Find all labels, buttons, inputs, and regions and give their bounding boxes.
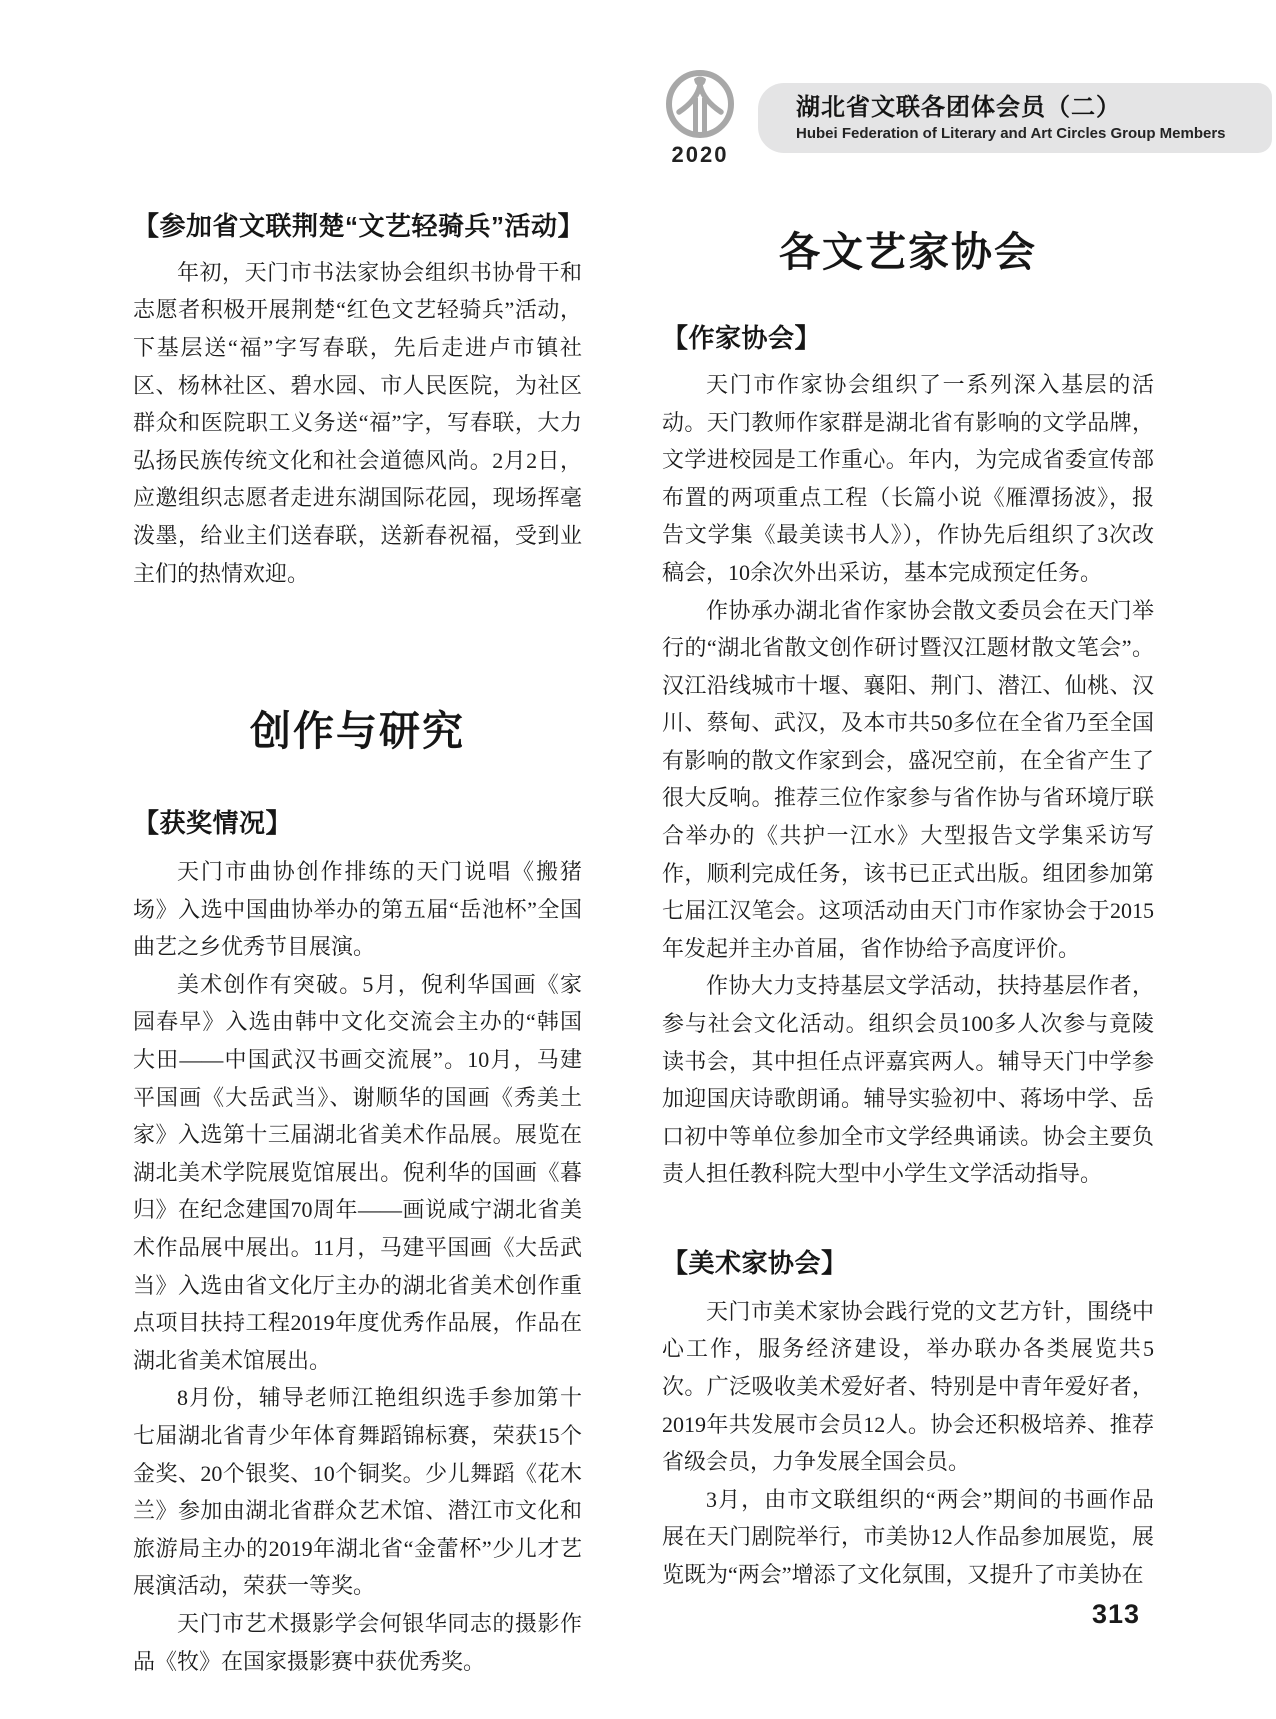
paragraph-writers-prose-forum: 作协承办湖北省作家协会散文委员会在天门举行的“湖北省散文创作研讨暨汉江题材散文笔会”。汉江沿线城市十堰、襄阳、荆门、潜江、仙桃、汉川、蔡甸、武汉，及本市共50多位在全省乃至全国有影响的散文作家到会，盛况空前，在全省产生了很大反响。推荐三位作家参与省作协与省环境厅联合举办的《共护一江水》大型报告文学集采访写作，顺利完成任务，该书已正式出版。组团参加第七届江汉笔会。这项活动由天门市作家协会于2015年发起并主办首届，省作协给予高度评价。	[662, 597, 1154, 961]
paragraph-quyi-award: 天门市曲协创作排练的天门说唱《搬猪场》入选中国曲协举办的第五届“岳池杯”全国曲艺之乡优秀节目展演。	[133, 859, 582, 960]
paragraph-fine-art-awards: 美术创作有突破。5月，倪利华国画《家园春早》入选由韩中文化交流会主办的“韩国大田——中国武汉书画交流展”。10月，马建平国画《大岳武当》、谢顺华的国画《秀美土家》入选第十三届湖北省美术作品展。展览在湖北美术学院展览馆展出。倪利华的国画《暮归》在纪念建国70周年——画说咸宁湖北省美术作品展中展出。11月，马建平国画《大岳武当》入选由省文化厅主办的湖北省美术创作重点项目扶持工程2019年度优秀作品展，作品在湖北省美术馆展出。	[133, 971, 582, 1373]
paragraph-artists-overview: 天门市美术家协会践行党的文艺方针，围绕中心工作，服务经济建设，举办联办各类展览共5次。广泛吸收美术爱好者、特别是中青年爱好者，2019年共发展市会员12人。协会还积极培养、推荐省级会员，力争发展全国会员。	[662, 1298, 1154, 1475]
logo-block	[650, 68, 750, 168]
header-title-cn: 湖北省文联各团体会员（二）	[796, 94, 1121, 122]
left-column	[133, 205, 585, 1680]
right-column	[662, 205, 1154, 1680]
content-columns	[133, 205, 1154, 1680]
page-number: 313	[1092, 1599, 1141, 1629]
paragraph-writers-grassroots: 作协大力支持基层文学活动，扶持基层作者，参与社会文化活动。组织会员100多人次参与竟陵读书会，其中担任点评嘉宾两人。辅导天门中学参加迎国庆诗歌朗诵。辅导实验初中、蒋场中学、岳口初中等单位参加全市文学经典诵读。协会主要负责人担任教科院大型中小学生文学活动指导。	[662, 973, 1154, 1187]
section-heading-awards: 【获奖情况】	[133, 808, 293, 839]
section-heading-writers-association: 【作家协会】	[662, 323, 822, 354]
federation-logo-icon	[664, 68, 736, 140]
logo-year: 2020	[671, 142, 729, 167]
chapter-heading-associations: 各文艺家协会	[779, 229, 1037, 275]
chapter-heading-creation-research: 创作与研究	[250, 708, 465, 755]
paragraph-writers-overview: 天门市作家协会组织了一系列深入基层的活动。天门教师作家群是湖北省有影响的文学品牌，文学进校园是工作重心。年内，为完成省委宣传部布置的两项重点工程（长篇小说《雁潭扬波》，报告文学集《最美读书人》），作协先后组织了3次改稿会，10余次外出采访，基本完成预定任务。	[662, 371, 1154, 585]
paragraph-artists-exhibition: 3月，由市文联组织的“两会”期间的书画作品展在天门剧院举行，市美协12人作品参加展览，展览既为“两会”增添了文化氛围，又提升了市美协在	[662, 1486, 1154, 1587]
paragraph-photography-award: 天门市艺术摄影学会何银华同志的摄影作品《牧》在国家摄影赛中获优秀奖。	[133, 1610, 582, 1674]
section-heading-artists-association: 【美术家协会】	[662, 1248, 848, 1278]
paragraph-dance-awards: 8月份，辅导老师江艳组织选手参加第十七届湖北省青少年体育舞蹈锦标赛，荣获15个金奖、20个银奖、10个铜奖。少儿舞蹈《花木兰》参加由湖北省群众艺术馆、潜江市文化和旅游局主办的2019年湖北省“金蕾杯”少儿才艺展演活动，荣获一等奖。	[133, 1385, 582, 1599]
section-heading-qingqibing: 【参加省文联荆楚“文艺轻骑兵”活动】	[133, 211, 585, 241]
header-banner	[758, 83, 1272, 153]
header-title-en: Hubei Federation of Literary and Art Circles Group Members	[796, 124, 1226, 142]
paragraph-qingqibing-activity: 年初，天门市书法家协会组织书协骨干和志愿者积极开展荆楚“红色文艺轻骑兵”活动，下基层送“福”字写春联，先后走进卢市镇社区、杨林社区、碧水园、市人民医院，为社区群众和医院职工义务送“福”字，写春联，大力弘扬民族传统文化和社会道德风尚。2月2日，应邀组织志愿者走进东湖国际花园，现场挥毫泼墨，给业主们送春联，送新春祝福，受到业主们的热情欢迎。	[133, 259, 582, 586]
